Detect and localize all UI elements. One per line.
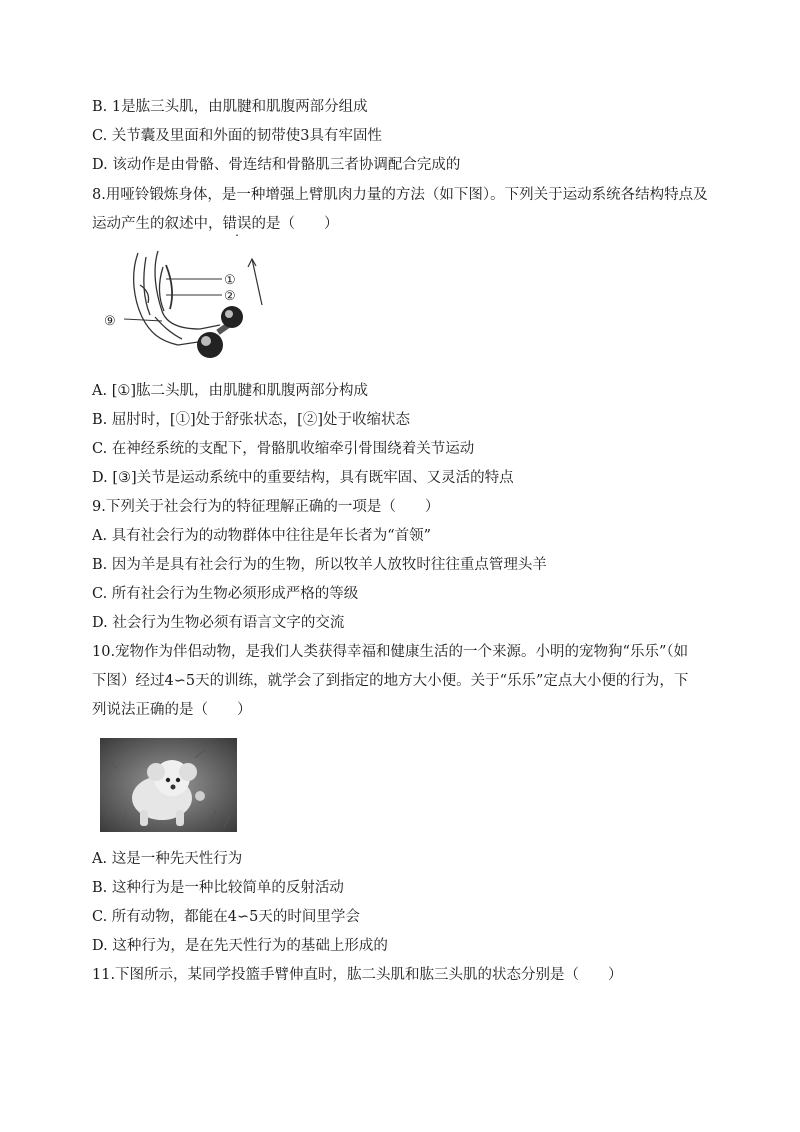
option-line: C. 所有社会行为生物必须形成严格的等级 [92, 586, 359, 602]
option-line: B. 屈肘时，[①]处于舒张状态，[②]处于收缩状态 [92, 412, 410, 428]
label-2: ② [224, 289, 236, 304]
option-line: A. [①]肱二头肌，由肌腱和肌腹两部分构成 [92, 383, 369, 399]
emphasis-text: 错误 [222, 216, 252, 232]
question-8-stem: 8.用哑铃锻炼身体，是一种增强上臂肌肉力量的方法（如下图）。下列关于运动系统各结构特点及 [92, 187, 708, 203]
dumbbell [197, 306, 243, 358]
arm-dumbbell-figure [100, 245, 280, 365]
arm-drawing [134, 251, 220, 345]
option-line: A. 具有社会行为的动物群体中往往是年长者为“首领” [92, 528, 432, 544]
question-8-stem-cont [92, 214, 720, 234]
question-9-stem: 9.下列关于社会行为的特征理解正确的一项是（ ） [92, 499, 440, 515]
label-1: ① [224, 273, 236, 288]
question-10-stem-cont: 下图）经过4∽5天的训练，就学会了到指定的地方大小便。关于“乐乐”定点大小便的行为，下 [92, 673, 689, 689]
question-10-stem: 10.宠物作为伴侣动物，是我们人类获得幸福和健康生活的一个来源。小明的宠物狗“乐乐”（如 [92, 644, 689, 660]
question-11-stem: 11.下图所示，某同学投篮手臂伸直时，肱二头肌和肱三头肌的状态分别是（ ） [92, 967, 623, 983]
option-line: C. 所有动物，都能在4∽5天的时间里学会 [92, 909, 360, 925]
option-line: D. [③]关节是运动系统中的重要结构，具有既牢固、又灵活的特点 [92, 470, 514, 486]
stem-text: 运动产生的叙述中， [92, 216, 223, 232]
option-line: B. 因为羊是具有社会行为的生物，所以牧羊人放牧时往往重点管理头羊 [92, 557, 547, 573]
option-line: D. 该动作是由骨骼、骨连结和骨骼肌三者协调配合完成的 [92, 157, 461, 173]
option-line: C. 在神经系统的支配下，骨骼肌收缩牵引骨围绕着关节运动 [92, 441, 475, 457]
option-line: A. 这是一种先天性行为 [92, 851, 243, 867]
arrow-icon [248, 259, 262, 305]
option-line: B. 这种行为是一种比较简单的反射活动 [92, 880, 344, 896]
label-3: ⑨ [104, 314, 116, 329]
option-line: D. 社会行为生物必须有语言文字的交流 [92, 615, 345, 631]
stem-text: 的是（ ） [251, 216, 339, 232]
question-10-stem-cont: 列说法正确的是（ ） [92, 702, 252, 718]
option-line: B. 1是肱三头肌，由肌腱和肌腹两部分组成 [92, 99, 368, 115]
option-line: D. 这种行为，是在先天性行为的基础上形成的 [92, 938, 388, 954]
option-line: C. 关节囊及里面和外面的韧带使3具有牢固性 [92, 128, 383, 144]
dog-photo [100, 738, 237, 832]
leader-lines [124, 279, 222, 321]
